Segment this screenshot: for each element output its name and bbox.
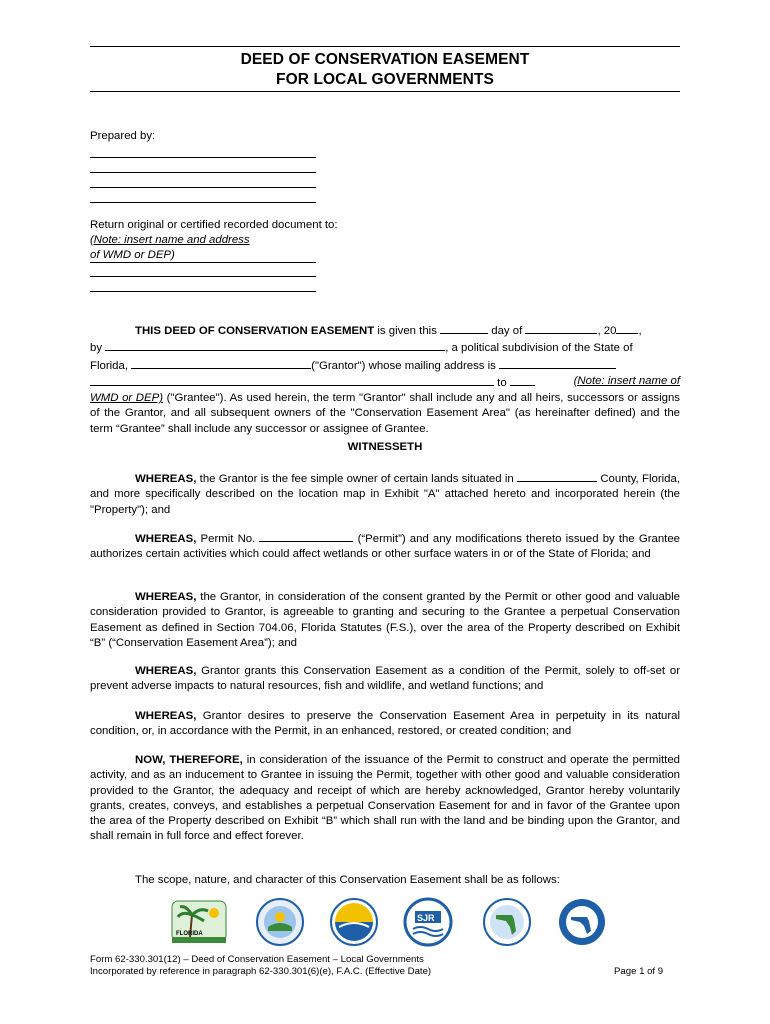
page-number: Page 1 of 9 <box>614 966 664 977</box>
para-1-tail: County, Florida, and more specifically described on the location map in Exhibit "A" attached hereto and incorporated herein (the "Property"); and <box>90 473 680 516</box>
to-blank <box>510 374 535 386</box>
sunshine-logo-icon <box>329 897 379 947</box>
address-blank <box>499 357 616 369</box>
whereas-paragraph-3 <box>90 590 680 651</box>
para-6-text: in consideration of the issuance of the Permit to construct and operate the permitted activity, and as an inducement to Grantee in issuing the Permit, together with other good and valuable consideration provided to the Grantor, the adequacy and receipt of which are hereby acknowledged, Grantor hereby voluntarily grants, creates, conveys, and establishes a perpetual Conservation Easement for and in favor of the Grantee upon the area of the Property described on Exhibit “B” which shall run with the land and be binding upon the Grantor, and shall remain in full force and effect forever. <box>90 754 680 843</box>
whereas-paragraph-5 <box>90 709 680 740</box>
para-6-lead: NOW, THEREFORE, <box>135 754 243 766</box>
intro-seg-3: , 20 <box>597 325 617 337</box>
now-therefore-paragraph <box>90 753 680 845</box>
intro-seg-6: ("Grantor") whose mailing address is <box>311 359 500 372</box>
whereas-paragraph-2 <box>90 530 680 563</box>
whereas-paragraph-1 <box>90 470 680 518</box>
intro-seg-2: day of <box>488 325 526 337</box>
para-3-text: the Grantor, in consideration of the consent granted by the Permit or other good and valuable consideration provided to Grantor, is agreeable to granting and securing to the Grantee a perpetual Conservation Easement as defined in Section 704.06, Florida Statutes (F.S.), over the area of the Property described on Exhibit “B” (“Conservation Easement Area”); and <box>90 591 680 649</box>
prepared-by-label: Prepared by: <box>90 130 156 142</box>
intro-lead: THIS DEED OF CONSERVATION EASEMENT <box>135 325 375 337</box>
return-to-note-line-2 <box>90 248 316 263</box>
para-5-lead: WHEREAS, <box>135 710 197 722</box>
witnesseth-heading: WITNESSETH <box>347 441 423 453</box>
para-2-text: Permit No. <box>196 533 260 545</box>
water-district-logo-icon <box>403 897 453 947</box>
return-to-label: Return original or certified recorded document to: <box>90 219 338 231</box>
title-rule <box>90 91 680 92</box>
para-1-text: the Grantor is the fee simple owner of certain lands situated in <box>196 473 518 485</box>
month-blank <box>525 322 597 334</box>
para-4-lead: WHEREAS, <box>135 665 197 677</box>
para-1-lead: WHEREAS, <box>135 473 197 485</box>
state-seal-logo-icon <box>255 897 305 947</box>
prepared-by-line-1 <box>90 157 316 158</box>
title-line-1: DEED OF CONSERVATION EASEMENT <box>240 51 530 68</box>
para-3-lead: WHEREAS, <box>135 591 197 603</box>
year-blank <box>616 322 638 334</box>
logo-4-text: SJR <box>417 913 435 923</box>
return-to-line-2 <box>90 291 316 292</box>
intro-paragraph <box>90 322 680 437</box>
para-2-lead: WHEREAS, <box>135 533 197 545</box>
intro-rest: ("Grantee"). As used herein, the term "Grantor" shall include any and all heirs, successors or assigns of the Grantor, and all subsequent owners of the "Conservation Easement Area" (as hereinafter defined) and the term “Grantee” shall include any successor or assignee of Grantee. <box>90 392 680 435</box>
grantor-name-blank <box>105 339 445 351</box>
para-4-text: Grantor grants this Conservation Easement as a condition of the Permit, solely to off-set or prevent adverse impacts to natural resources, fish and wildlife, and wetland functions; and <box>90 665 680 693</box>
intro-note-a: (Note: insert name of <box>573 374 680 387</box>
day-blank <box>440 322 488 334</box>
scope-paragraph <box>90 873 680 888</box>
florida-palm-logo-icon <box>170 897 228 947</box>
intro-florida: Florida, <box>90 359 132 372</box>
permit-number-blank <box>259 530 353 542</box>
para-5-text: Grantor desires to preserve the Conservation Easement Area in perpetuity in its natural condition, or, in accordance with the Permit, in an enhanced, restored, or created condition; and <box>90 710 680 738</box>
intro-to: to <box>494 376 510 389</box>
county-blank <box>517 470 597 482</box>
top-rule <box>90 46 680 47</box>
footer-form-line: Form 62-330.301(12) – Deed of Conservation Easement – Local Governments <box>90 954 424 965</box>
prepared-by-line-3 <box>90 187 316 188</box>
intro-by: by <box>90 342 103 355</box>
whereas-paragraph-4 <box>90 664 680 695</box>
blue-seal-logo-icon <box>557 897 607 947</box>
para-2-tail: (“Permit”) and any modifications thereto issued by the Grantee authorizes certain activities which could affect wetlands or other surface waters in or of the State of Florida; and <box>90 533 680 561</box>
address-blank-2 <box>90 374 494 386</box>
logo-1-text: FLORIDA <box>176 931 203 937</box>
intro-note-b: WMD or DEP) <box>90 392 164 405</box>
grantor-blank <box>131 357 311 369</box>
scope-text: The scope, nature, and character of this Conservation Easement shall be as follows: <box>135 874 560 886</box>
prepared-by-line-4 <box>90 202 316 203</box>
intro-seg-5: , a political subdivision of the State of <box>445 342 633 355</box>
return-to-note-2: of WMD or DEP) <box>90 249 175 261</box>
title-line-2: FOR LOCAL GOVERNMENTS <box>276 71 494 88</box>
florida-map-seal-logo-icon <box>482 897 532 947</box>
intro-seg-1: is given this <box>374 325 441 337</box>
intro-seg-4: , <box>638 325 642 337</box>
prepared-by-line-2 <box>90 172 316 173</box>
return-to-line-1 <box>90 276 316 277</box>
footer-reference-line: Incorporated by reference in paragraph 62-330.301(6)(e), F.A.C. (Effective Date) <box>90 966 432 977</box>
return-to-note-1: (Note: insert name and address <box>90 234 250 246</box>
